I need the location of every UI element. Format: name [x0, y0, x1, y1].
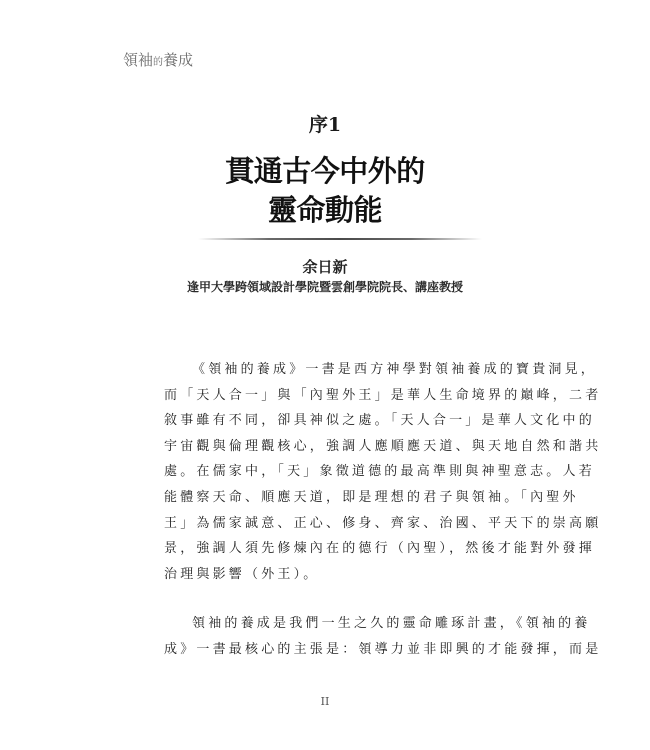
paragraph-2 — [164, 611, 602, 662]
running-header-part3: 養成 — [163, 51, 194, 69]
running-header-part1: 領袖 — [123, 51, 154, 69]
paragraph-1 — [164, 357, 602, 587]
text-line: 成》一書最核心的主張是：領導力並非即興的才能發揮，而是 — [164, 641, 602, 657]
running-header-part2: 的 — [153, 57, 164, 68]
title-line-2: 靈命動能 — [267, 193, 382, 227]
text-line: 治理與影響（外王）。 — [164, 566, 320, 582]
running-header — [123, 49, 193, 70]
text-line: 領袖的養成是我們一生之久的靈命雕琢計畫，《領袖的養 — [192, 616, 591, 632]
chapter-title — [0, 152, 650, 230]
text-line: 景，強調人須先修煉內在的德行（內聖），然後才能對外發揮 — [164, 541, 595, 557]
text-line: 王」為儒家誠意、正心、修身、齊家、治國、平天下的崇高願 — [164, 515, 602, 531]
text-line: 而「天人合一」與「內聖外王」是華人生命境界的巔峰，二者 — [164, 387, 602, 403]
body-text — [164, 357, 602, 687]
title-line-1: 貫通古今中外的 — [225, 154, 425, 188]
author-affiliation: 逢甲大學跨領域設計學院暨雲創學院院長、講座教授 — [186, 280, 463, 294]
text-line: 宇宙觀與倫理觀核心，強調人應順應天道、與天地自然和諧共 — [164, 438, 602, 454]
author-name: 余日新 — [302, 258, 348, 276]
page-number: II — [320, 695, 330, 708]
preface-label: 序1 — [308, 114, 342, 136]
title-divider — [198, 238, 482, 240]
text-line: 敘事雖有不同，卻具神似之處。「天人合一」是華人文化中的 — [164, 413, 595, 429]
text-line: 能體察天命、順應天道，即是理想的君子與領袖。「內聖外 — [164, 489, 579, 505]
text-line: 處。在儒家中，「天」象徵道德的最高準則與神聖意志。人若 — [164, 464, 595, 480]
text-line: 《領袖的養成》一書是西方神學對領袖養成的寶貴洞見， — [192, 362, 598, 377]
